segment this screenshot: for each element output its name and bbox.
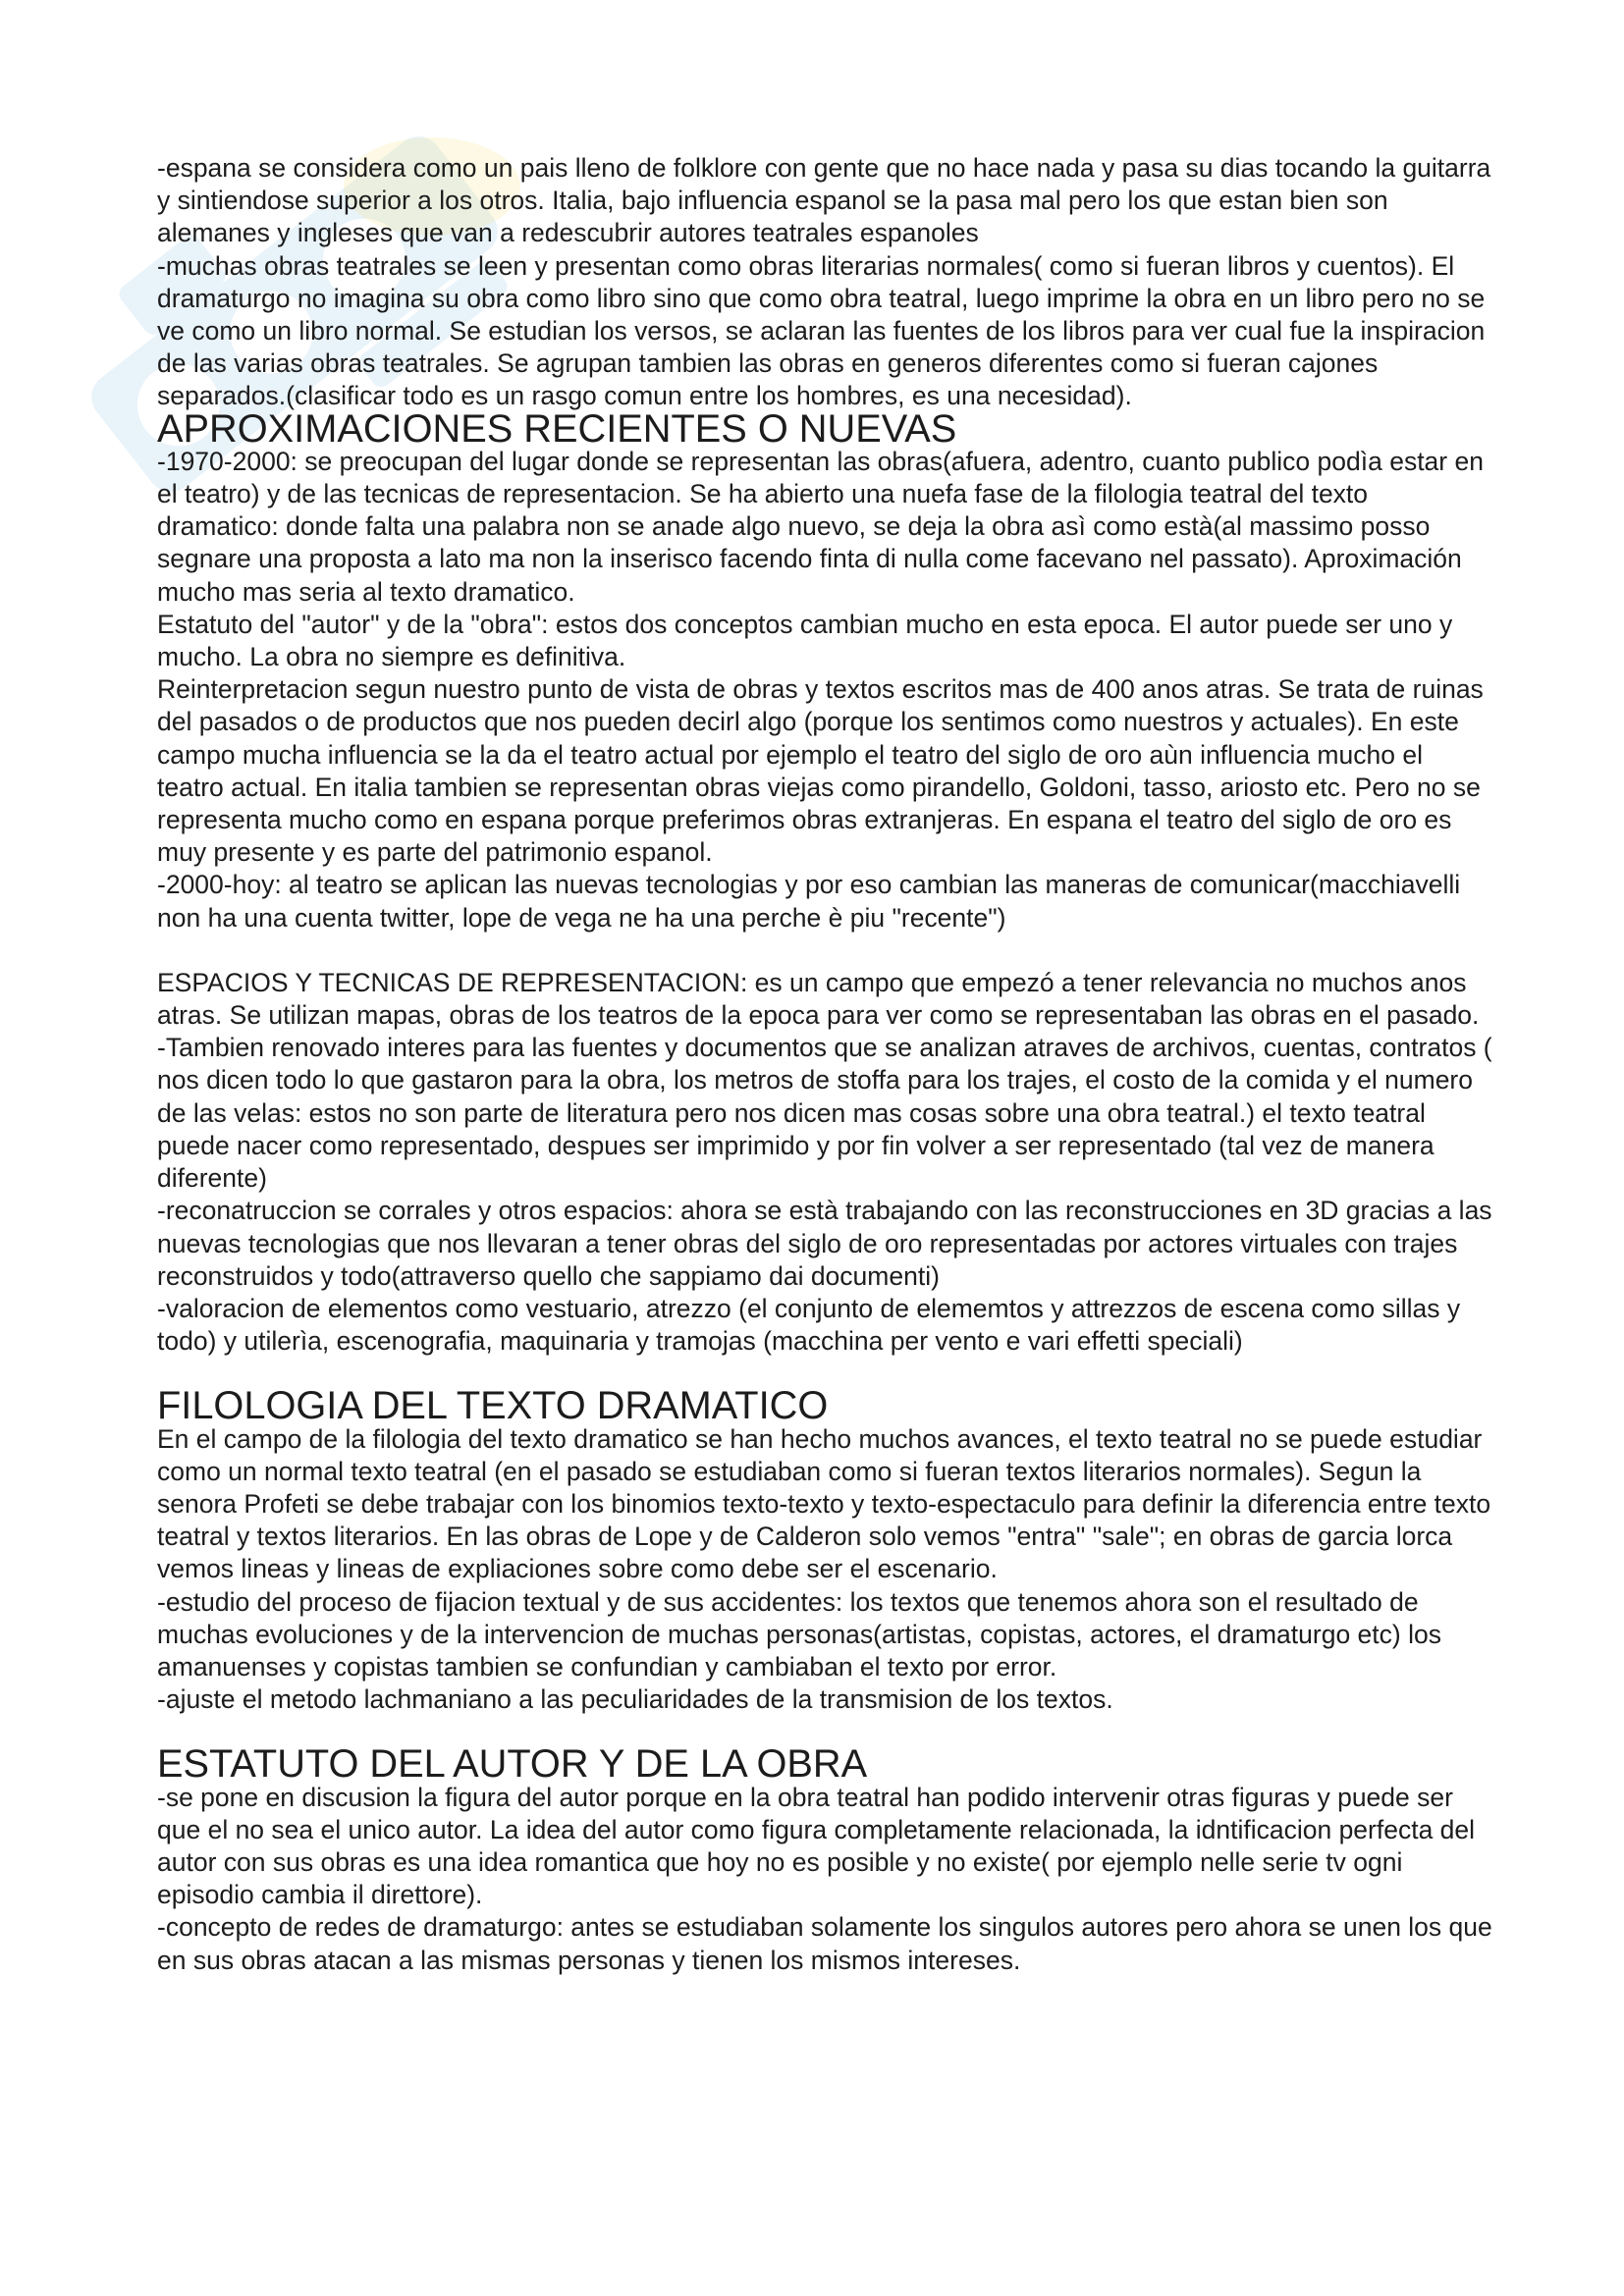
blank-line: [157, 934, 1492, 967]
paragraph: -2000-hoy: al teatro se aplican las nuevas tecnologias y por eso cambian las maneras de comunicar(macchiavelli non ha una cuenta twitter, lope de vega ne ha una perche è piu "recente"): [157, 870, 1461, 933]
paragraph: -ajuste el metodo lachmaniano a las peculiaridades de la transmision de los textos.: [157, 1684, 1113, 1715]
paragraph: -estudio del proceso de fijacion textual y de sus accidentes: los textos que tenemos ahora son el resultado de muchas evoluciones y de la intervencion de muchas personas(artistas, copistas, actores, el dramaturgo etc) los amanuenses y copistas tambien se confundian y cambiaban el texto por error.: [157, 1586, 1441, 1682]
paragraph: -reconatruccion se corrales y otros espacios: ahora se està trabajando con las reconstrucciones en 3D gracias a las nuevas tecnologias que nos llevaran a tener obras del siglo de oro representadas por actores virtuales con trajes reconstruidos y todo(attraverso quello che sappiamo dai documenti): [157, 1196, 1492, 1291]
paragraph: ESPACIOS Y TECNICAS DE REPRESENTACION: es un campo que empezó a tener relevancia no muchos anos atras. Se utilizan mapas, obras de los teatros de la epoca para ver como se representaban las obras en el pasado.: [157, 967, 1480, 1031]
section-heading: APROXIMACIONES RECIENTES O NUEVAS: [157, 406, 957, 451]
paragraph: -Tambien renovado interes para las fuentes y documentos que se analizan atraves de archivos, cuentas, contratos ( nos dicen todo lo que gastaron para la obra, los metros de stoffa para los trajes, el costo de la comida y el numero de las velas: estos no son parte de literatura pero nos dicen mas cosas sobre una obra teatral.) el texto teatral puede nacer como representado, despues ser imprimido y por fin volver a ser representado (tal vez de manera diferente): [157, 1033, 1492, 1194]
paragraph: Estatuto del "autor" y de la "obra": estos dos conceptos cambian mucho en esta epoca. El autor puede ser uno y mucho. La obra no siempre es definitiva.: [157, 609, 1453, 672]
section-heading: FILOLOGIA DEL TEXTO DRAMATICO: [157, 1384, 829, 1428]
section-heading: ESTATUTO DEL AUTOR Y DE LA OBRA: [157, 1742, 868, 1787]
paragraph: -espana se considera como un pais lleno de folklore con gente que no hace nada y pasa su dias tocando la guitarra y sintiendose superior a los otros. Italia, bajo influencia espanol se la pasa mal pero los que estan bien son alemanes y ingleses que van a redescubrir autores teatrales espanoles: [157, 153, 1491, 248]
paragraph: -valoracion de elementos como vestuario, atrezzo (el conjunto de elememtos y attrezzos de escena como sillas y todo) y utilerìa, escenografia, maquinaria y tramojas (macchina per vento e vari effetti speciali): [157, 1293, 1461, 1357]
paragraph: En el campo de la filologia del texto dramatico se han hecho muchos avances, el texto teatral no se puede estudiar como un normal texto teatral (en el pasado se estudiaban como si fueran textos literarios normales). Segun la senora Profeti se debe trabajar con los binomios texto-texto y texto-espectaculo para definir la diferencia entre texto teatral y textos literarios. En las obras de Lope y de Calderon solo vemos "entra" "sale"; en obras de garcia lorca vemos lineas y lineas de expliaciones sobre como debe ser el escenario.: [157, 1423, 1491, 1584]
paragraph: -se pone en discusion la figura del autor porque en la obra teatral han podido intervenir otras figuras y puede ser que el no sea el unico autor. La idea del autor como figura completamente relacionada, la idntificacion perfecta del autor con sus obras es una idea romantica que hoy no es posible y no existe( por ejemplo nelle serie tv ogni episodio cambia il direttore).: [157, 1782, 1476, 1910]
paragraph: -1970-2000: se preocupan del lugar donde se representan las obras(afuera, adentro, cuanto publico podìa estar en el teatro) y de las tecnicas de representacion. Se ha abierto una nuefa fase de la filologia teatral del texto dramatico: donde falta una palabra non se anade algo nuevo, se deja la obra asì como està(al massimo posso segnare una proposta a lato ma non la inserisco facendo finta di nulla come facevano nel passato). Aproximación mucho mas seria al texto dramatico.: [157, 446, 1484, 607]
section-espacios: [157, 967, 1492, 1358]
section-aproximaciones: [157, 406, 1492, 934]
paragraph: -concepto de redes de dramaturgo: antes se estudiaban solamente los singulos autores pero ahora se unen los que en sus obras atacan a las mismas personas y tienen los mismos intereses.: [157, 1912, 1492, 1975]
section-intro: [157, 152, 1492, 413]
section-estatuto: [157, 1742, 1492, 1976]
paragraph: -muchas obras teatrales se leen y presentan como obras literarias normales( como si fueran libros y cuentos). El dramaturgo no imagina su obra como libro sino que como obra teatral, luego imprime la obra en un libro pero no se ve como un libro normal. Se estudian los versos, se aclaran las fuentes de los libros para ver cual fue la inspiracion de las varias obras teatrales. Se agrupan tambien las obras en generos diferentes como si fueran cajones separados.(clasificar todo es un rasgo comun entre los hombres, es una necesidad).: [157, 250, 1486, 411]
paragraph: Reinterpretacion segun nuestro punto de vista de obras y textos escritos mas de 400 anos atras. Se trata de ruinas del pasados o de productos que nos pueden decirl algo (porque los sentimos como nuestros y actuales). En este campo mucha influencia se la da el teatro actual por ejemplo el teatro del siglo de oro aùn influencia mucho el teatro actual. En italia tambien se representan obras viejas como pirandello, Goldoni, tasso, ariosto etc. Pero no se representa mucho como en espana porque preferimos obras extranjeras. En espana el teatro del siglo de oro es muy presente y es parte del patrimonio espanol.: [157, 674, 1484, 868]
section-filologia: [157, 1384, 1492, 1716]
document-body: [157, 152, 1492, 1977]
